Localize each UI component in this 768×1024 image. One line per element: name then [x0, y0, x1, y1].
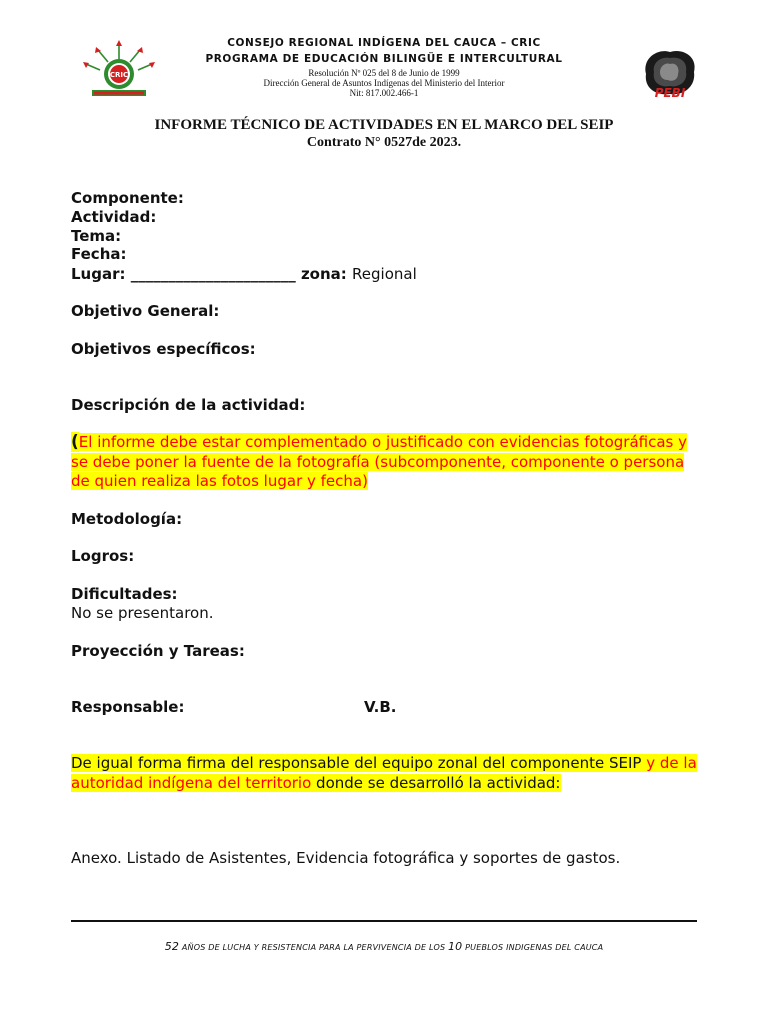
program-name: PROGRAMA DE EDUCACIÓN BILINGÜE E INTERCULTURAL — [205, 53, 563, 65]
pebi-logo-text: PEBI — [654, 86, 686, 100]
proyeccion-heading: Proyección y Tareas: — [71, 642, 245, 660]
anexo-line: Anexo. Listado de Asistentes, Evidencia fotográfica y soportes de gastos. — [71, 849, 621, 867]
metodologia-heading: Metodología: — [71, 510, 183, 528]
cric-logo-text: CRIC — [109, 71, 129, 79]
instruction-note — [71, 433, 699, 492]
objetivo-general-heading: Objetivo General: — [71, 302, 220, 320]
firma-part1: De igual forma firma del responsable del equipo zonal del componente SEIP — [71, 754, 647, 772]
footer-number2: 10 — [447, 940, 463, 953]
field-actividad: Actividad: — [71, 208, 157, 226]
footer-divider — [71, 920, 697, 922]
contract-number: Contrato N° 0527de 2023. — [306, 135, 462, 150]
footer-text-part1: AÑOS DE LUCHA Y RESISTENCIA PARA LA PERVIVENCIA DE LOS — [179, 943, 448, 952]
report-title: INFORME TÉCNICO DE ACTIVIDADES EN EL MARCO DEL SEIP — [154, 117, 614, 133]
logros-heading: Logros: — [71, 547, 135, 565]
footer-motto — [0, 940, 768, 953]
resolution-line: Resolución Nº 025 del 8 de Junio de 1999 — [308, 68, 460, 78]
vb-label: V.B. — [364, 698, 397, 716]
field-componente: Componente: — [71, 189, 184, 207]
field-tema: Tema: — [71, 227, 122, 245]
footer-number: 52 — [164, 940, 180, 953]
field-zona-value: Regional — [352, 265, 417, 283]
note-open-paren: ( — [71, 432, 79, 452]
firma-part2: y de la autoridad indígena del territorio — [71, 754, 697, 792]
note-text: El informe debe estar complementado o justificado con evidencias fotográficas y se debe poner la fuente de la fotografía (subcomponente, componente o persona de quien realiza las fotos lugar y fecha) — [71, 433, 687, 490]
objetivos-especificos-heading: Objetivos específicos: — [71, 340, 256, 358]
dificultades-heading: Dificultades: — [71, 585, 178, 603]
org-name: CONSEJO REGIONAL INDÍGENA DEL CAUCA – CRIC — [227, 37, 541, 49]
descripcion-heading: Descripción de la actividad: — [71, 396, 306, 414]
firma-part3: donde se desarrolló la actividad: — [311, 773, 561, 792]
nit-line: Nit: 817.002.466-1 — [349, 88, 419, 98]
direction-line: Dirección General de Asuntos Indígenas del Ministerio del Interior — [263, 78, 505, 88]
field-zona-label: zona: — [300, 265, 347, 283]
footer-text-part2: PUEBLOS INDIGENAS DEL CAUCA — [462, 943, 604, 952]
field-lugar: Lugar: ______________________ — [71, 265, 296, 283]
responsable-label: Responsable: — [71, 698, 185, 716]
dificultades-value: No se presentaron. — [71, 604, 214, 622]
field-fecha: Fecha: — [71, 245, 127, 263]
field-lugar-row — [71, 265, 417, 283]
firma-note — [71, 754, 699, 793]
